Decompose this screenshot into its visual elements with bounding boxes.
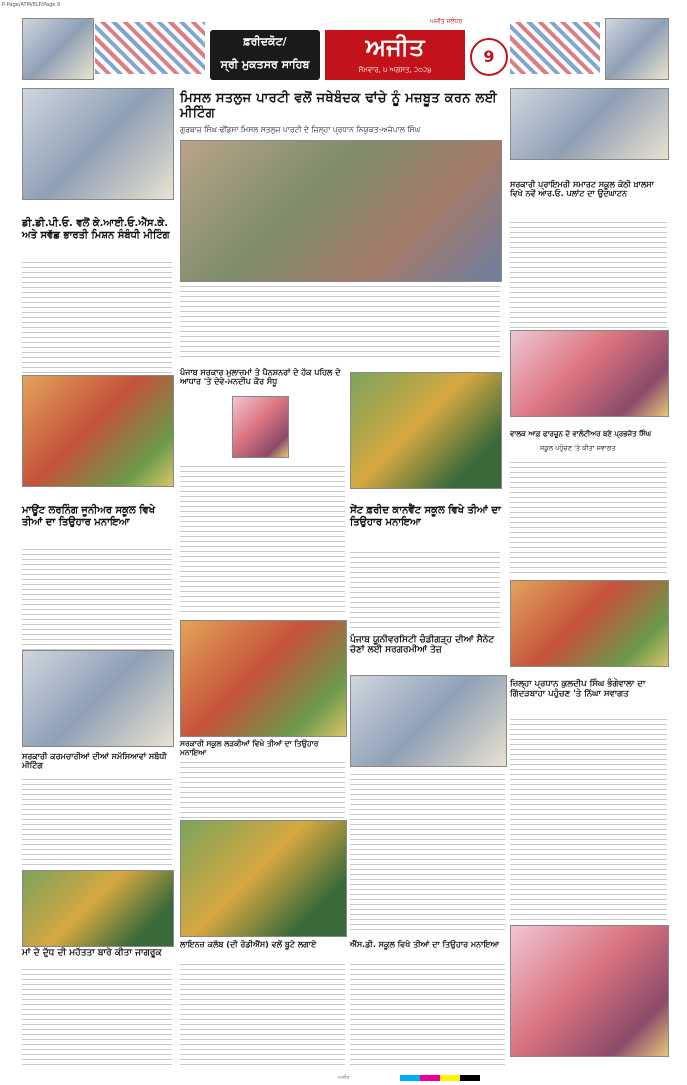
lead-body: [180, 282, 500, 360]
pension-headline: ਪੰਜਾਬ ਸਰਕਾਰ ਮੁਲਾਜ਼ਮਾਂ ਤੇ ਪੈਨਸ਼ਨਰਾਂ ਦੇ ਹੱਕ ਪਹਿਲ ਦੇ ਆਧਾਰ 'ਤੇ ਦੇਵੇ-ਮਨਦੀਪ ਕੌਰ ਸੰਧੂ: [180, 368, 341, 387]
header-photo-right: [605, 18, 669, 80]
milk-headline: ਮਾਂ ਦੇ ਦੁੱਧ ਦੀ ਮਹੱਤਤਾ ਬਾਰੇ ਕੀਤਾ ਜਾਗਰੂਕ: [22, 948, 162, 958]
edition-date: ਸੋਮਵਾਰ, ੫ ਅਗਸਤ, ੨੦੨੪: [358, 66, 432, 74]
teej-headline: ਐੱਸ.ਡੀ. ਸਕੂਲ ਵਿਖੇ ਤੀਆਂ ਦਾ ਤਿਉਹਾਰ ਮਨਾਇਆ: [350, 940, 500, 949]
dpo-headline: ਡੀ.ਡੀ.ਪੀ.ਓ. ਵਲੋਂ ਕੇ.ਆਈ.ਓ.ਐੱਸ.ਕੇ. ਅਤੇ ਸਵੱਛ ਭਾਰਤੀ ਮਿਸ਼ਨ ਸੰਬੰਧੀ ਮੀਟਿੰਗ: [22, 218, 170, 241]
walk-photo: [510, 580, 669, 667]
header-photo-left: [22, 18, 94, 80]
stfarid-body: [350, 548, 500, 628]
lead-subheadline: ਗੁਰਬਾਜ਼ ਸਿੰਘ ਢੀਂਡਸਾ ਮਿਸਲ ਸਤਲੁਜ ਪਾਰਟੀ ਦੇ ਜ਼ਿਲ੍ਹਾ ਪ੍ਰਧਾਨ ਨਿਯੁਕਤ-ਅਜੇਪਾਲ ਸਿੰਘ: [180, 125, 421, 134]
print-slug: P-Page/ATM/ELP/Page 9: [2, 2, 61, 8]
place-line2: ਸ੍ਰੀ ਮੁਕਤਸਰ ਸਾਹਿਬ: [220, 58, 310, 71]
walk-body: [510, 458, 667, 576]
dpo-body: [22, 258, 172, 373]
edition-tag: ਅਜੀਤ ਜਲੰਧਰ: [430, 18, 463, 25]
puniv-body: [350, 770, 505, 930]
puniv-photo: [350, 675, 507, 767]
solar-photo: [510, 88, 669, 160]
security-photo: [22, 650, 174, 747]
walk-headline: ਵਾਲਕ ਆਫ਼ ਫਾਰਚੂਨ ਦੇ ਵਾਲੰਟੀਅਰ ਬਣੇ ਪ੍ਰਭਜੋਤ ਸਿੰਘ: [510, 430, 652, 438]
pension-body: [180, 462, 345, 612]
puniv-headline: ਪੰਜਾਬ ਯੂਨੀਵਰਸਿਟੀ ਚੰਡੀਗੜ੍ਹ ਦੀਆਂ ਸੈਨੇਟ ਚੋਣਾਂ ਲਈ ਸਰਗਰਮੀਆਂ ਤੇਜ਼: [350, 635, 495, 656]
milk-body: [22, 965, 172, 1065]
masthead-place: [210, 30, 320, 80]
header-pattern-left: [95, 22, 205, 74]
solar-women-photo: [510, 330, 669, 417]
lions-photo: [180, 820, 347, 937]
mount-photo: [22, 375, 174, 487]
security-headline: ਸਰਕਾਰੀ ਕਰਮਚਾਰੀਆਂ ਦੀਆਂ ਸਮੱਸਿਆਵਾਂ ਸਬੰਧੀ ਮੀਟਿੰਗ: [22, 752, 167, 771]
place-line1: ਫ਼ਰੀਦਕੋਟ/: [243, 35, 287, 48]
footer: ਅਜੀਤ: [337, 1075, 350, 1081]
page-number: 9: [470, 38, 508, 76]
stfarid-photo: [350, 372, 502, 489]
dpo-meeting-photo: [22, 88, 174, 200]
teej-photo: [510, 925, 669, 1057]
print-color-bar: [400, 1075, 480, 1081]
lead-headline: ਮਿਸਲ ਸਤਲੁਜ ਪਾਰਟੀ ਵਲੋਂ ਜਥੇਬੰਦਕ ਢਾਂਚੇ ਨੂੰ ਮਜ਼ਬੂਤ ਕਰਨ ਲਈ ਮੀਟਿੰਗ: [180, 91, 497, 121]
girls-body: [180, 758, 345, 818]
girls-headline: ਸਰਕਾਰੀ ਸਕੂਲ ਲੜਕੀਆਂ ਵਿਖੇ ਤੀਆਂ ਦਾ ਤਿਉਹਾਰ ਮਨਾਇਆ: [180, 739, 319, 757]
mount-body: [22, 545, 172, 650]
milk-photo: [22, 870, 174, 947]
lions-body: [180, 960, 345, 1065]
mount-headline: ਮਾਊਂਟ ਲਰਨਿੰਗ ਜੂਨੀਅਰ ਸਕੂਲ ਵਿਖੇ ਤੀਆਂ ਦਾ ਤਿਉਹਾਰ ਮਨਾਇਆ: [22, 505, 156, 528]
pension-portrait: [232, 396, 289, 458]
lions-headline: ਲਾਇਨਜ਼ ਕਲੱਬ (ਦੀ ਰੋਡੀਐਂਸ) ਵਲੋਂ ਬੂਟੇ ਲਗਾਏ: [180, 940, 317, 949]
security-body: [22, 775, 172, 865]
girls-photo: [180, 620, 347, 737]
masthead-logo: [325, 30, 465, 80]
logo-text: ਅਜੀਤ: [365, 33, 425, 61]
stfarid-headline: ਸੇਂਟ ਫ਼ਰੀਦ ਕਾਨਵੈਂਟ ਸਕੂਲ ਵਿਖੇ ਤੀਆਂ ਦਾ ਤਿਉਹਾਰ ਮਨਾਇਆ: [350, 505, 501, 528]
teej-body: [350, 960, 505, 1065]
solar-body: [510, 218, 667, 330]
header-pattern-right: [510, 22, 600, 74]
walk-subheadline: ਸਕੂਲ ਪਹੁੰਚਣ 'ਤੇ ਕੀਤਾ ਸਵਾਗਤ: [540, 444, 616, 452]
district-body: [510, 715, 667, 920]
lead-photo: [180, 140, 502, 282]
district-headline: ਜ਼ਿਲ੍ਹਾ ਪ੍ਰਧਾਨ ਕੁਲਦੀਪ ਸਿੰਘ ਭੰਗੇਵਾਲਾ ਦਾ ਗਿੱਦੜਬਾਹਾ ਪਹੁੰਚਣ 'ਤੇ ਨਿੱਘਾ ਸਵਾਗਤ: [510, 679, 646, 699]
solar-headline: ਸਰਕਾਰੀ ਪ੍ਰਾਇਮਰੀ ਸਮਾਰਟ ਸਕੂਲ ਕੋਠੀ ਖ਼ਾਲਸਾ ਵਿਖੇ ਨਵੇਂ ਆਰ.ਓ. ਪਲਾਂਟ ਦਾ ਉਦਘਾਟਨ: [510, 180, 654, 199]
